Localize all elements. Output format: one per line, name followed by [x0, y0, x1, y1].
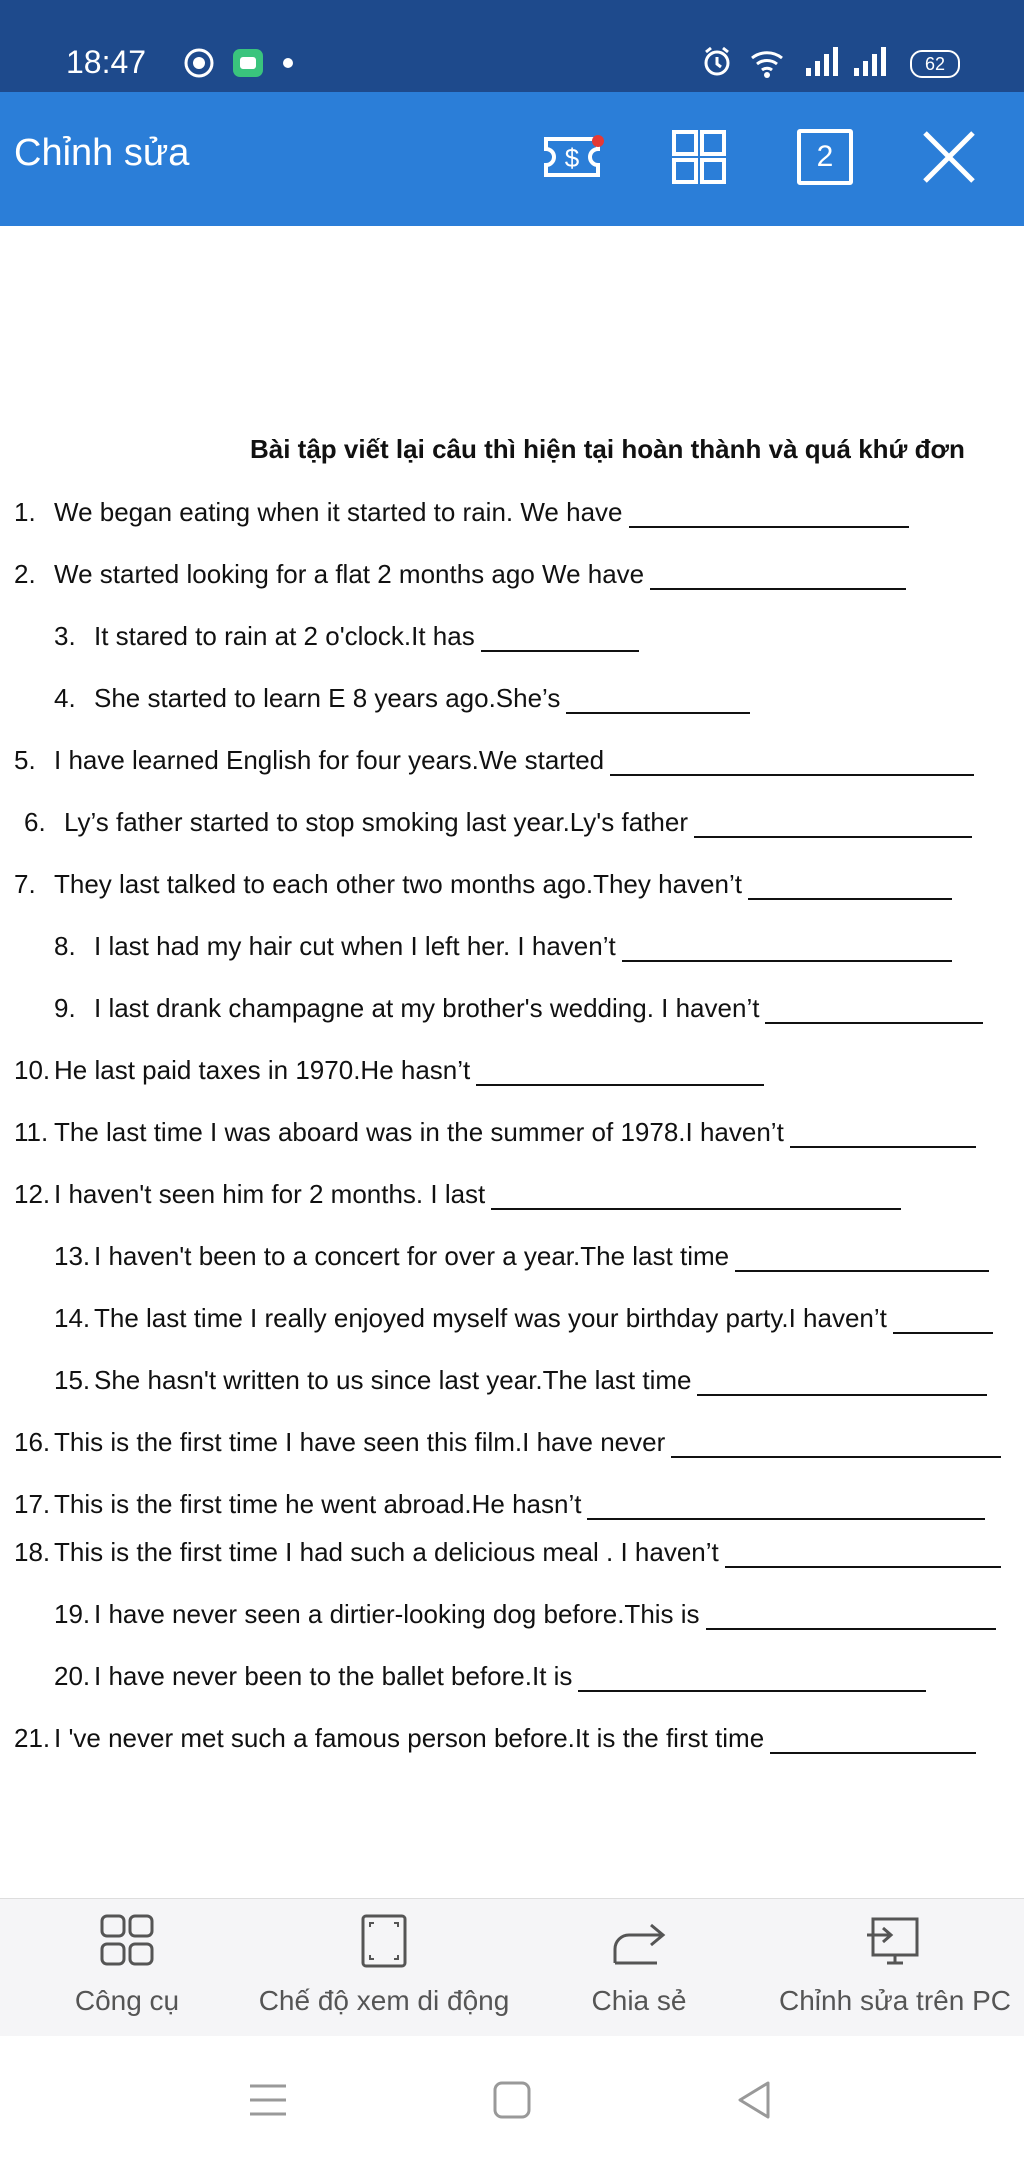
grid-view-button[interactable]: [664, 122, 734, 192]
battery-indicator: 62: [910, 50, 960, 78]
exercise-12: 12. I haven't seen him for 2 months. I last: [14, 1170, 901, 1210]
signal-2-icon: [852, 46, 888, 81]
exercise-8: 8. I last had my hair cut when I left her. I haven’t: [54, 922, 952, 962]
system-nav-bar: [0, 2036, 1024, 2162]
tab-count: 2: [797, 129, 853, 185]
status-time: 18:47: [66, 44, 147, 80]
tabs-button[interactable]: [790, 122, 860, 192]
tools-label: Công cụ: [74, 1985, 180, 2016]
exercise-20: 20. I have never been to the ballet before.It is: [54, 1652, 926, 1692]
dollar-ticket-icon: [540, 129, 606, 185]
exercise-9: 9. I last drank champagne at my brother's wedding. I haven’t: [54, 984, 983, 1024]
exercise-15: 15. She hasn't written to us since last year.The last time: [54, 1356, 987, 1396]
document-page[interactable]: [0, 226, 1024, 1898]
exercise-1: 1. We began eating when it started to rain. We have: [14, 488, 909, 528]
exercise-13: 13. I haven't been to a concert for over a year.The last time: [54, 1232, 989, 1272]
document-title: Bài tập viết lại câu thì hiện tại hoàn thành và quá khứ đơn: [250, 434, 965, 464]
edit-on-pc-icon: [865, 1913, 925, 1969]
menu-nav-button[interactable]: [248, 2080, 288, 2125]
exercise-5: 5. I have learned English for four years.We started: [14, 736, 974, 776]
tools-button[interactable]: [62, 1913, 192, 2017]
wifi-icon: [748, 46, 792, 83]
exercise-11: 11. The last time I was aboard was in the summer of 1978.I haven’t: [14, 1108, 976, 1148]
mobile-view-icon: [360, 1913, 408, 1969]
back-triangle-icon: [734, 2080, 774, 2120]
page-title: Chỉnh sửa: [14, 132, 190, 174]
mobile-view-button[interactable]: [252, 1913, 516, 2017]
close-icon: [921, 129, 977, 185]
menu-icon: [248, 2080, 288, 2120]
home-square-icon: [492, 2080, 532, 2120]
exercise-7: 7. They last talked to each other two months ago.They haven’t: [14, 860, 952, 900]
status-bar: [0, 0, 1024, 92]
svg-text:$: $: [564, 143, 580, 173]
messenger-icon: [184, 48, 214, 83]
edit-on-pc-label: Chỉnh sửa trên PC: [779, 1985, 1011, 2016]
tools-icon: [99, 1913, 155, 1969]
premium-button[interactable]: [538, 122, 608, 192]
share-button[interactable]: [574, 1913, 704, 2017]
exercise-19: 19. I have never seen a dirtier-looking dog before.This is: [54, 1590, 996, 1630]
exercise-4: 4. She started to learn E 8 years ago.She’s: [54, 674, 750, 714]
bottom-toolbar: [0, 1898, 1024, 2037]
exercise-2: 2. We started looking for a flat 2 months ago We have: [14, 550, 906, 590]
app-bar: [0, 92, 1024, 226]
signal-1-icon: [804, 46, 840, 81]
exercise-6: 6. Ly’s father started to stop smoking last year.Ly's father: [24, 798, 972, 838]
back-nav-button[interactable]: [734, 2080, 774, 2125]
edit-on-pc-button[interactable]: [770, 1913, 1020, 2017]
exercise-3: 3. It stared to rain at 2 o'clock.It has: [54, 612, 639, 652]
more-dot-icon: [282, 56, 294, 74]
app-notification-icon: [232, 48, 264, 83]
exercise-16: 16. This is the first time I have seen this film.I have never: [14, 1418, 1001, 1458]
exercise-17: 17. This is the first time he went abroad.He hasn’t: [14, 1480, 985, 1520]
grid-icon: [671, 129, 727, 185]
home-nav-button[interactable]: [492, 2080, 532, 2125]
alarm-icon: [702, 46, 732, 83]
mobile-view-label: Chế độ xem di động: [258, 1985, 510, 2016]
close-button[interactable]: [914, 122, 984, 192]
exercise-10: 10. He last paid taxes in 1970.He hasn’t: [14, 1046, 764, 1086]
exercise-21: 21. I 've never met such a famous person before.It is the first time: [14, 1714, 976, 1754]
share-label: Chia sẻ: [591, 1985, 687, 2016]
share-icon: [609, 1913, 669, 1969]
exercise-14: 14. The last time I really enjoyed myself was your birthday party.I haven’t: [54, 1294, 993, 1334]
exercise-18: 18. This is the first time I had such a delicious meal . I haven’t: [14, 1528, 1001, 1568]
